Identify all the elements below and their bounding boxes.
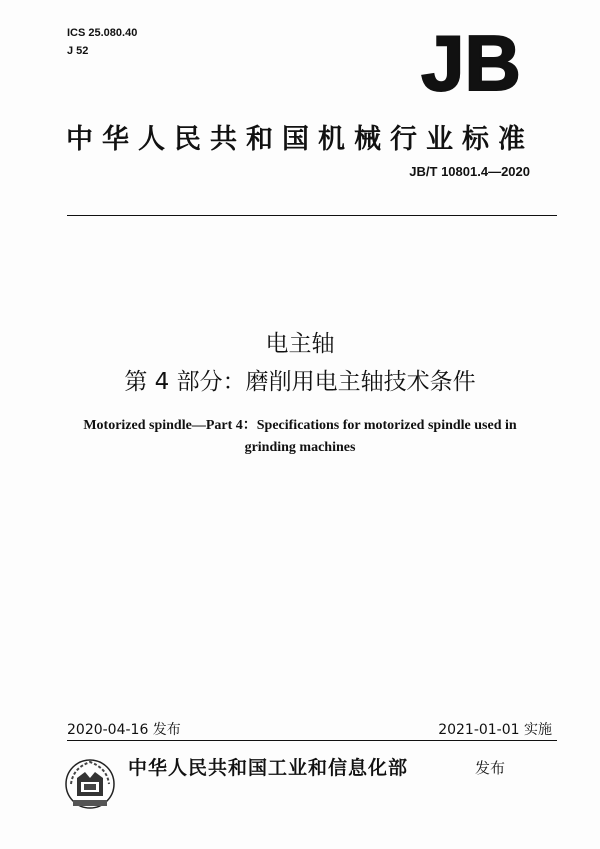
svg-text:JB: JB <box>421 28 521 96</box>
bottom-divider <box>67 740 557 741</box>
english-title: Motorized spindle—Part 4：Specifications for motorized spindle used in grinding machines <box>83 418 517 455</box>
implement-date: 2021-01-01 实施 <box>438 722 552 738</box>
publish-date: 2020-04-16 发布 <box>67 722 181 738</box>
ministry-emblem-icon <box>63 756 118 814</box>
document-title: 电主轴 <box>265 331 335 357</box>
standard-number: JB/T 10801.4—2020 <box>409 164 530 179</box>
issue-label: 发布 <box>475 759 506 777</box>
ics-code: ICS 25.080.40 <box>67 27 138 39</box>
ccs-code: J 52 <box>67 45 89 57</box>
top-divider <box>67 215 557 216</box>
document-subtitle: 第 4 部分：磨削用电主轴技术条件 <box>124 369 476 395</box>
standard-category-title: 中华人民共和国机械行业标准 <box>66 124 534 155</box>
issuing-authority: 中华人民共和国工业和信息化部 <box>128 757 409 779</box>
jb-logo-icon <box>416 28 526 96</box>
